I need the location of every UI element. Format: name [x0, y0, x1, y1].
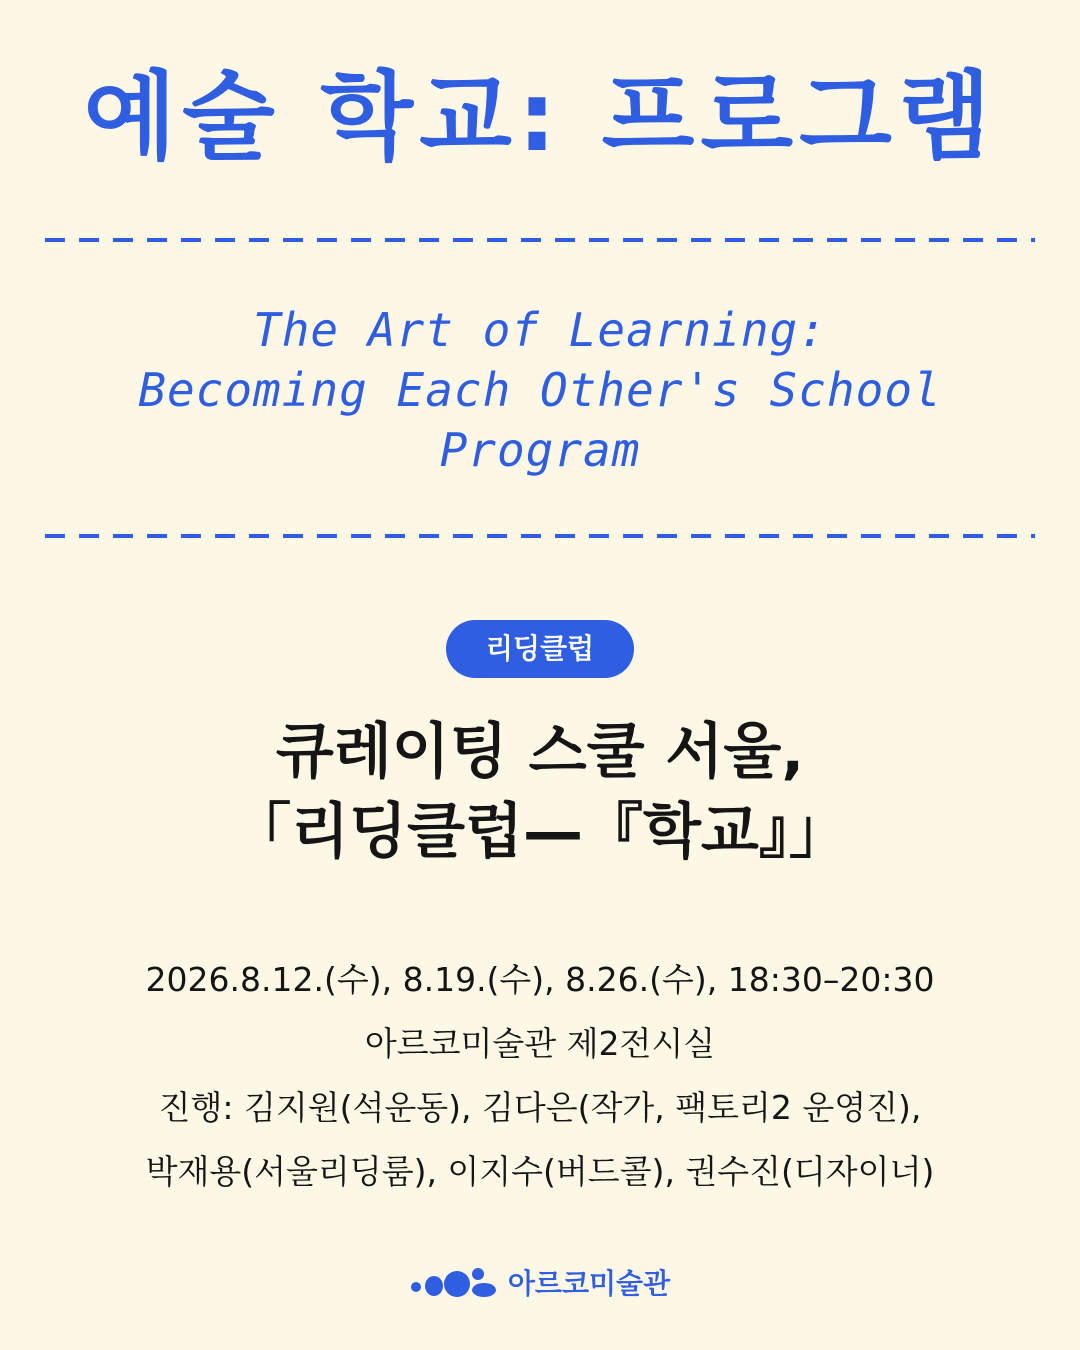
- main-title: 예술 학교: 프로그램: [83, 61, 997, 173]
- subtitle-line-3: Program: [439, 423, 641, 477]
- event-hosts-line-2: 박재용(서울리딩룸), 이지수(버드콜), 권수진(디자이너): [145, 1152, 935, 1191]
- dashed-divider-bottom: [45, 534, 1035, 538]
- arko-dots-logo-icon: [410, 1265, 498, 1299]
- event-dates: 2026.8.12.(수), 8.19.(수), 8.26.(수), 18:30–20:30: [145, 960, 935, 999]
- dashed-divider-top: [45, 238, 1035, 242]
- event-title: [0, 712, 1080, 872]
- subtitle-line-1: The Art of Learning:: [253, 303, 827, 357]
- event-title-line-1: 큐레이팅 스쿨 서울,: [275, 717, 805, 787]
- event-title-line-2: 「리딩클럽—『학교』」: [231, 797, 849, 867]
- event-venue: 아르코미술관 제2전시실: [364, 1024, 716, 1063]
- event-hosts-line-1: 진행: 김지원(석운동), 김다은(작가, 팩토리2 운영진),: [158, 1088, 922, 1127]
- subtitle-line-2: Becoming Each Other's School: [138, 363, 942, 417]
- footer-logo: [0, 1262, 1080, 1302]
- event-info: [0, 948, 1080, 1204]
- logo-text: 아르코미술관: [507, 1267, 671, 1300]
- category-badge: 리딩클럽: [446, 620, 634, 678]
- english-subtitle: [0, 300, 1080, 480]
